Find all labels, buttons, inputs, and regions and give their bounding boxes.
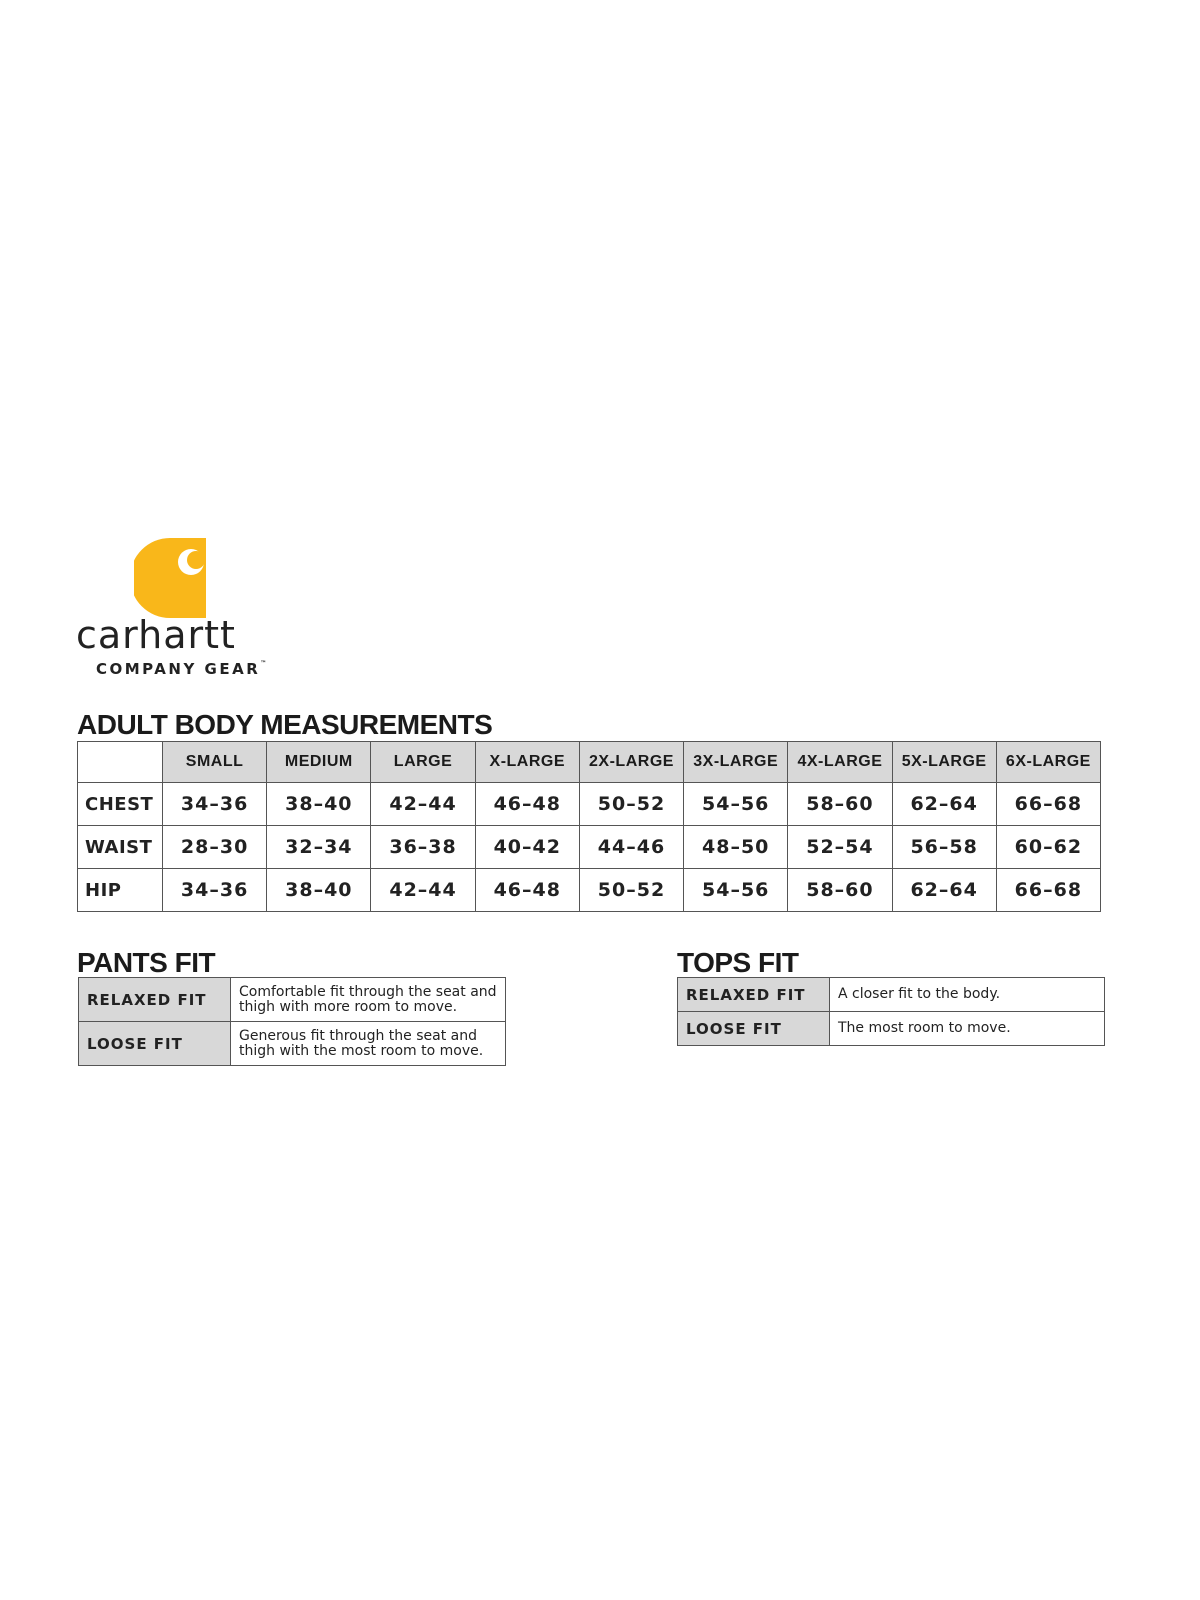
tops-loose-fit-description: The most room to move. <box>830 1012 1105 1046</box>
size-header-5xlarge: 5X-LARGE <box>892 742 996 783</box>
tops-loose-fit-label: LOOSE FIT <box>678 1012 830 1046</box>
adult-measurements-title: ADULT BODY MEASUREMENTS <box>77 709 493 740</box>
table-cell: 42–44 <box>371 869 475 912</box>
table-cell: 54–56 <box>684 783 788 826</box>
size-header-3xlarge: 3X-LARGE <box>684 742 788 783</box>
row-label-chest: CHEST <box>78 783 163 826</box>
table-cell: 58–60 <box>788 783 892 826</box>
table-row <box>678 1012 1105 1046</box>
tops-relaxed-fit-label: RELAXED FIT <box>678 978 830 1012</box>
pants-relaxed-fit-description: Comfortable fit through the seat and thigh with more room to move. <box>231 978 506 1022</box>
pants-fit-table <box>78 977 506 1066</box>
table-cell: 28–30 <box>163 826 267 869</box>
table-row-chest <box>78 783 1101 826</box>
size-header-small: SMALL <box>163 742 267 783</box>
table-row <box>79 1022 506 1066</box>
table-cell: 34–36 <box>163 783 267 826</box>
table-cell: 50–52 <box>579 783 683 826</box>
table-cell: 44–46 <box>579 826 683 869</box>
table-cell: 46–48 <box>475 869 579 912</box>
row-label-waist: WAIST <box>78 826 163 869</box>
table-cell: 50–52 <box>579 869 683 912</box>
table-cell: 62–64 <box>892 869 996 912</box>
size-header-xlarge: X-LARGE <box>475 742 579 783</box>
adult-measurements-table <box>77 741 1101 912</box>
table-cell: 60–62 <box>996 826 1100 869</box>
table-cell: 32–34 <box>267 826 371 869</box>
table-cell: 48–50 <box>684 826 788 869</box>
size-header-row <box>78 742 1101 783</box>
size-header-2xlarge: 2X-LARGE <box>579 742 683 783</box>
table-cell: 56–58 <box>892 826 996 869</box>
brand-subline <box>96 660 266 678</box>
pants-loose-fit-label: LOOSE FIT <box>79 1022 231 1066</box>
table-row <box>79 978 506 1022</box>
table-cell: 54–56 <box>684 869 788 912</box>
trademark-mark: ™ <box>260 660 267 667</box>
table-cell: 46–48 <box>475 783 579 826</box>
size-header-medium: MEDIUM <box>267 742 371 783</box>
brand-subline-text: COMPANY GEAR <box>96 660 261 678</box>
pants-fit-title: PANTS FIT <box>77 947 216 978</box>
table-cell: 66–68 <box>996 869 1100 912</box>
table-cell: 52–54 <box>788 826 892 869</box>
table-row <box>678 978 1105 1012</box>
carhartt-c-logo-icon <box>134 538 206 618</box>
table-cell: 34–36 <box>163 869 267 912</box>
size-header-4xlarge: 4X-LARGE <box>788 742 892 783</box>
table-row-hip <box>78 869 1101 912</box>
carhartt-logo <box>76 538 276 678</box>
row-label-hip: HIP <box>78 869 163 912</box>
size-header-large: LARGE <box>371 742 475 783</box>
tops-fit-table <box>677 977 1105 1046</box>
table-cell: 42–44 <box>371 783 475 826</box>
table-cell: 66–68 <box>996 783 1100 826</box>
tops-fit-title: TOPS FIT <box>677 947 799 978</box>
table-cell: 38–40 <box>267 869 371 912</box>
tops-relaxed-fit-description: A closer fit to the body. <box>830 978 1105 1012</box>
table-cell: 38–40 <box>267 783 371 826</box>
table-cell: 36–38 <box>371 826 475 869</box>
table-cell: 40–42 <box>475 826 579 869</box>
table-cell: 62–64 <box>892 783 996 826</box>
table-row-waist <box>78 826 1101 869</box>
brand-wordmark: carhartt <box>76 613 236 657</box>
pants-loose-fit-description: Generous fit through the seat and thigh with the most room to move. <box>231 1022 506 1066</box>
size-header-6xlarge: 6X-LARGE <box>996 742 1100 783</box>
header-corner-cell <box>78 742 163 783</box>
table-cell: 58–60 <box>788 869 892 912</box>
pants-relaxed-fit-label: RELAXED FIT <box>79 978 231 1022</box>
